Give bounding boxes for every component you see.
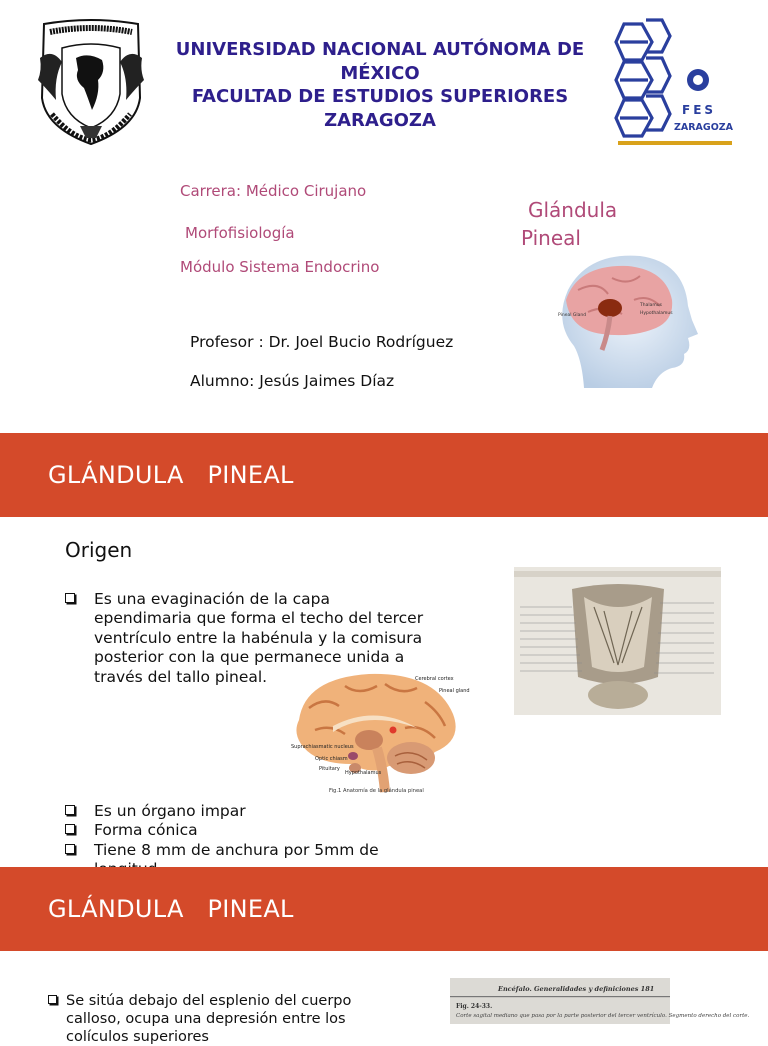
checkbox-bullet-icon	[65, 805, 75, 815]
book-header: Encéfalo. Generalidades y definiciones 181	[498, 985, 655, 993]
gland-title	[521, 196, 661, 252]
hypothalamus-label: Hypothalamus	[640, 311, 673, 316]
section-heading: Origen	[65, 538, 133, 562]
fes-zaragoza-logo	[612, 18, 736, 148]
checkbox-bullet-icon	[48, 995, 57, 1004]
gland-title-line: Pineal	[521, 226, 581, 250]
list-item-text: Es una evaginación de la capa ependimaria que forma el techo del tercer ventrículo entre la habénula y la comisura posterior con la que permanece unida a través del tallo pineal.	[94, 590, 424, 686]
modulo-text: Módulo Sistema Endocrino	[180, 258, 380, 276]
profesor-text: Profesor : Dr. Joel Bucio Rodríguez	[190, 333, 454, 351]
slide-title: GLÁNDULA PINEAL	[48, 895, 294, 923]
figure-label: Pituitary	[319, 766, 340, 772]
list-item-text: Se sitúa debajo del esplenio del cuerpo calloso, ocupa una depresión entre los colículos superiores	[66, 993, 352, 1045]
carrera-text: Carrera: Médico Cirujano	[180, 182, 367, 200]
title-line: MÉXICO	[340, 62, 420, 84]
figure-caption: Fig.1 Anatomía de la glándula pineal	[329, 788, 424, 794]
bullet-list	[48, 992, 378, 1046]
figure-label: Cerebral cortex	[415, 676, 454, 682]
title-line: ZARAGOZA	[324, 109, 436, 131]
list-item	[65, 802, 425, 821]
list-item	[65, 821, 425, 840]
checkbox-bullet-icon	[65, 593, 75, 603]
list-item-text: Forma cónica	[94, 821, 198, 840]
title-line: UNIVERSIDAD NACIONAL AUTÓNOMA DE	[175, 39, 585, 60]
thalamus-label: Thalamus	[640, 303, 662, 308]
figure-label: Hypothalamus	[345, 770, 382, 776]
brain-anatomy-figure	[285, 668, 470, 798]
slide-title-band	[0, 867, 768, 951]
slide-title-band	[0, 433, 768, 517]
gland-title-line: Glándula	[528, 198, 618, 222]
figure-label: Suprachiasmatic nucleus	[291, 744, 354, 750]
slide-title: GLÁNDULA PINEAL	[48, 461, 294, 489]
fes-accent-bar	[618, 141, 732, 145]
list-item	[48, 992, 378, 1046]
alumno-text: Alumno: Jesús Jaimes Díaz	[190, 372, 395, 390]
ventricle-anatomy-photo	[514, 567, 721, 715]
figure-label: Pineal gland	[439, 688, 470, 694]
thalamus-shape	[598, 299, 622, 317]
checkbox-bullet-icon	[65, 844, 75, 854]
checkbox-bullet-icon	[65, 824, 75, 834]
list-item-text: Es un órgano impar	[94, 802, 246, 820]
pineal-gland-dot	[390, 727, 397, 734]
institution-title	[150, 38, 610, 132]
list-item-text: Tiene 8 mm de anchura por 5mm de	[94, 840, 379, 859]
materia-text: Morfofisiología	[185, 224, 295, 242]
fes-logo-text: FES	[682, 103, 717, 117]
head-brain-illustration	[548, 250, 700, 390]
textbook-page-image	[450, 978, 750, 1024]
book-fig-text: Corte sagital mediano que pasa por la parte posterior del tercer ventrículo. Segmento derecho del corte.	[456, 1013, 750, 1019]
book-fig-label: Fig. 24-33.	[456, 1003, 493, 1010]
unam-seal-logo	[32, 18, 150, 148]
title-line: FACULTAD DE ESTUDIOS SUPERIORES	[191, 86, 569, 107]
figure-label: Optic chiasm	[315, 756, 348, 762]
pineal-label: Pineal Gland	[558, 313, 587, 318]
fes-logo-subtext: ZARAGOZA	[674, 122, 734, 133]
